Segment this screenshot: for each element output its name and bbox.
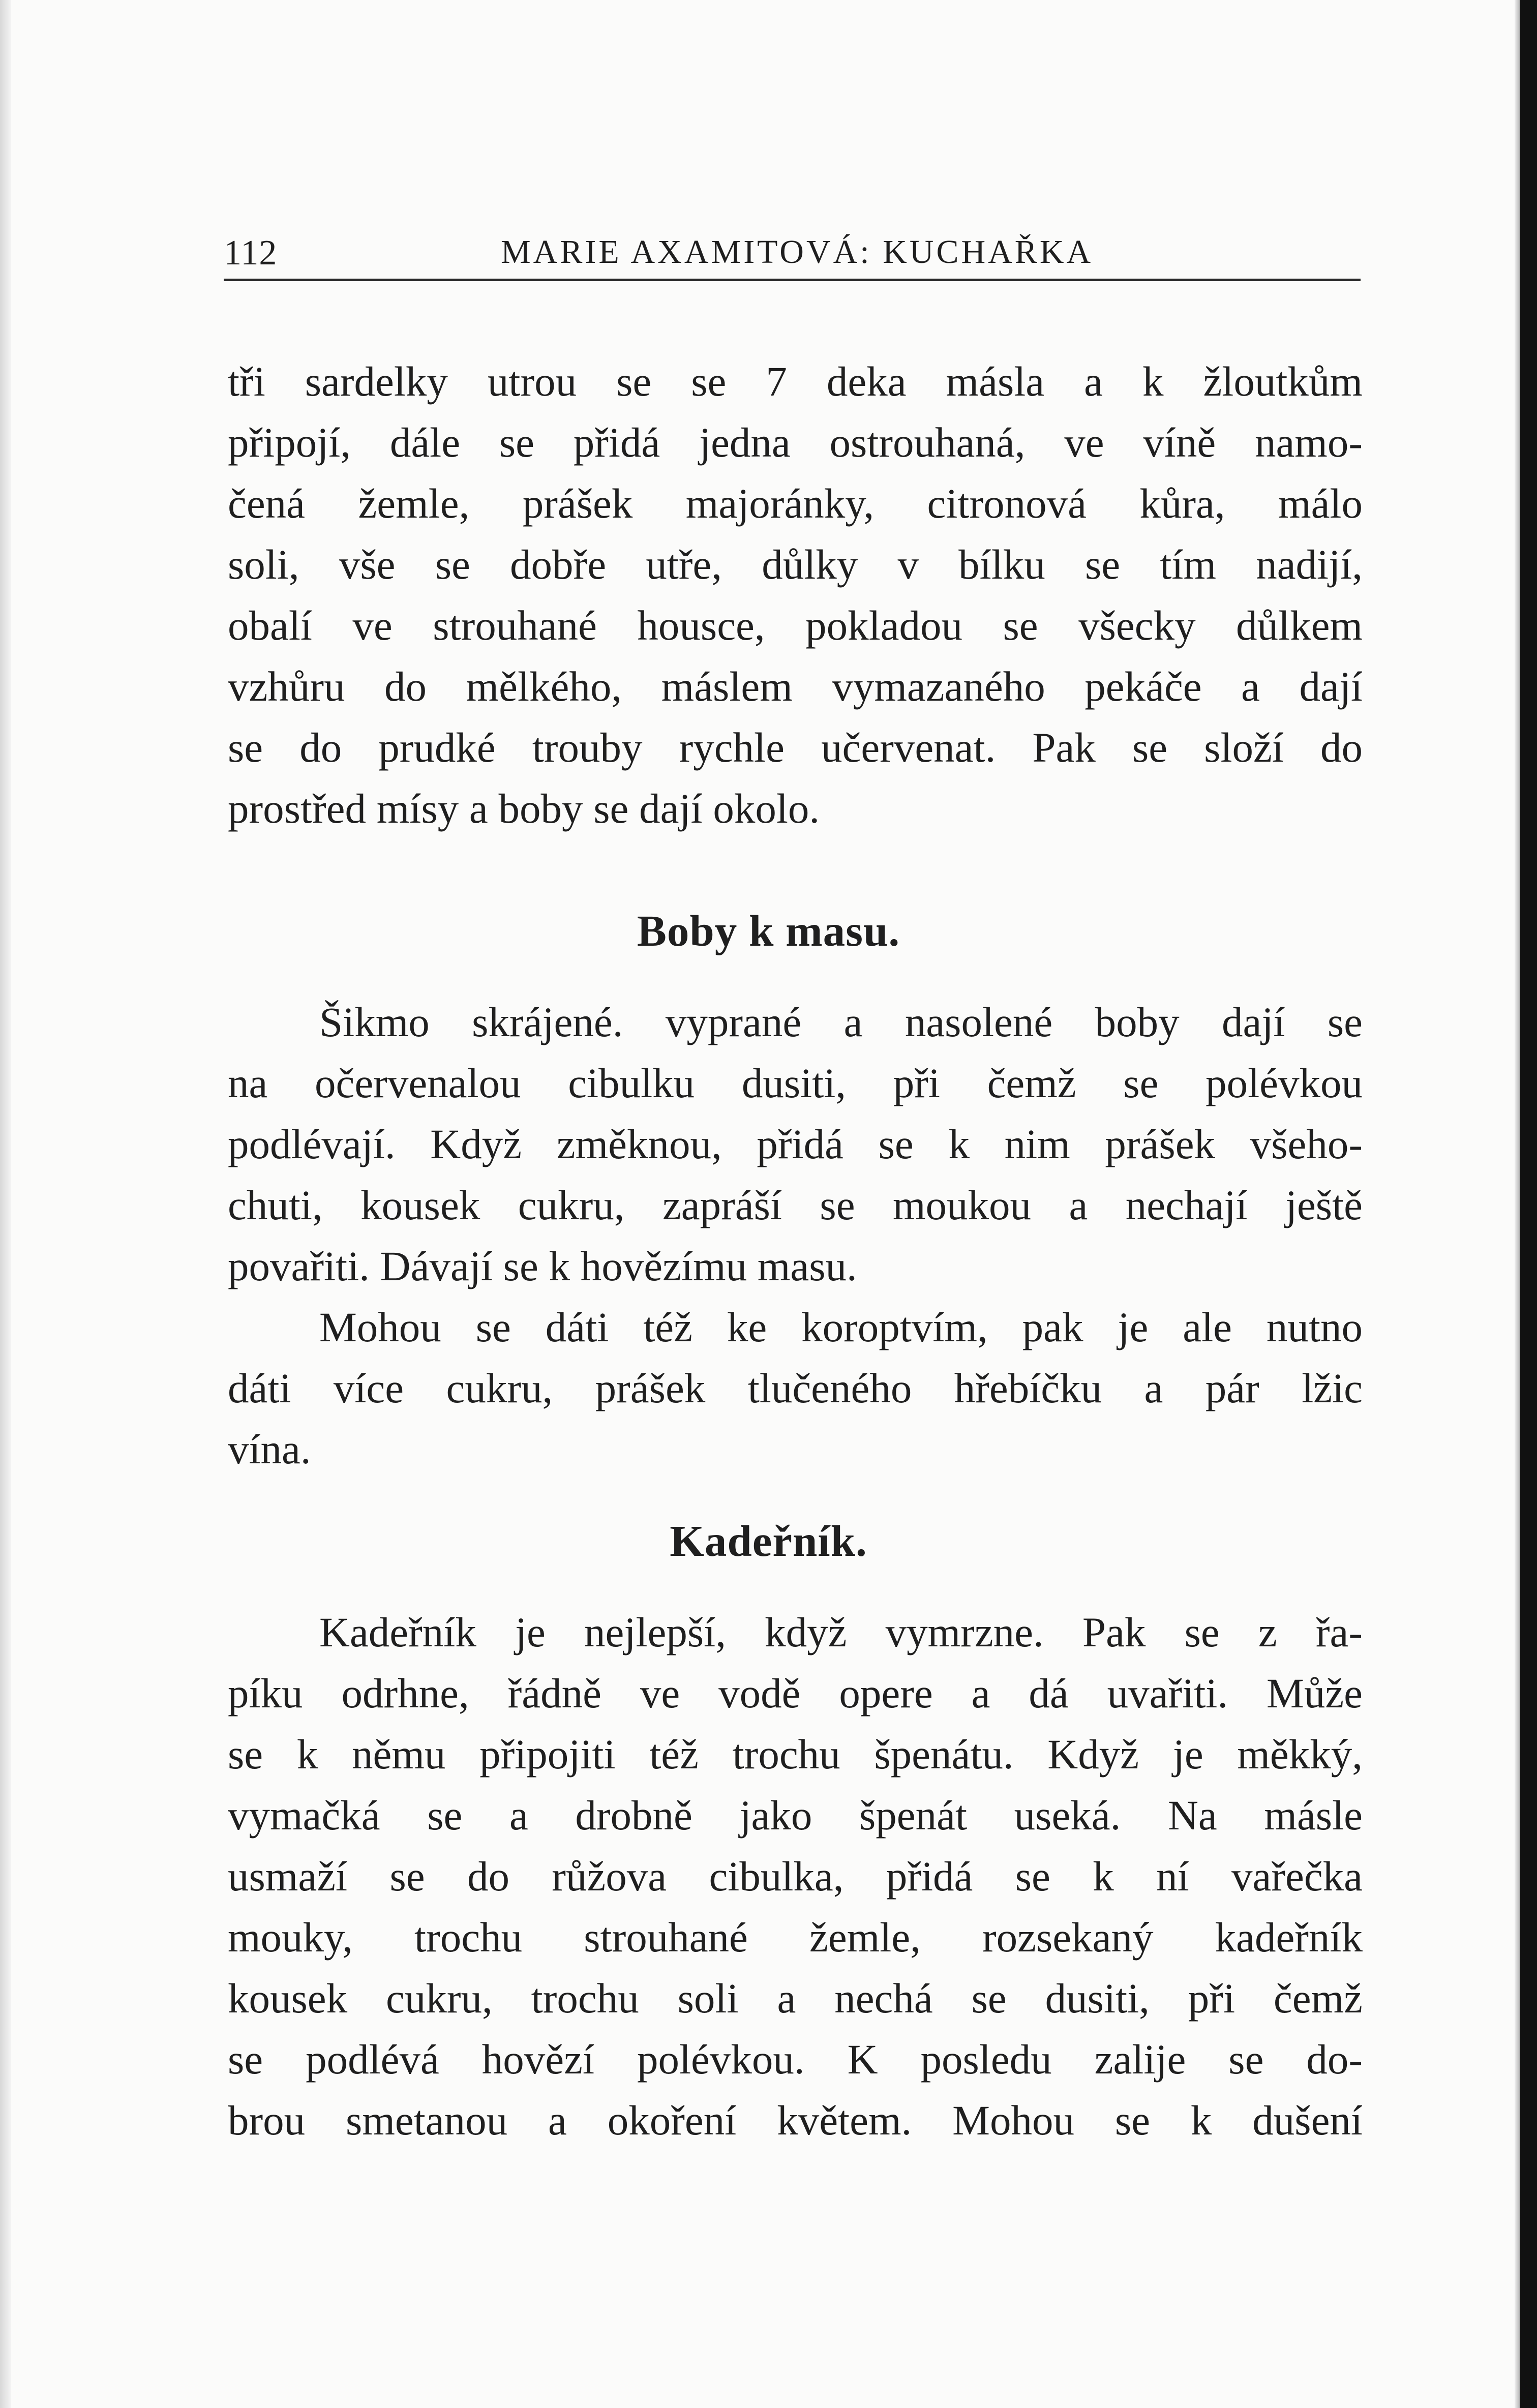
text-line: se k němu připojiti též trochu špenátu. Když je měkký, [228, 1731, 1363, 1778]
text-line: Šikmo skrájené. vyprané a nasolené boby dají se [319, 999, 1363, 1045]
text-line: povařiti. Dávají se k hovězímu masu. [228, 1243, 857, 1289]
text-line: tři sardelky utrou se se 7 deka másla a k žloutkům [228, 358, 1363, 405]
text-line: obalí ve strouhané housce, pokladou se všecky důlkem [228, 602, 1363, 649]
recipe-heading-text: Kadeřník. [670, 1516, 867, 1566]
text-line: Kadeřník je nejlepší, když vymrzne. Pak se z řa- [319, 1609, 1363, 1656]
text-line: podlévají. Když změknou, přidá se k nim prášek všeho- [228, 1121, 1363, 1167]
text-line: vymačká se a drobně jako špenát useká. Na másle [228, 1792, 1363, 1839]
text-line: brou smetanou a okoření květem. Mohou se k dušení [228, 2097, 1363, 2144]
text-line: prostřed mísy a boby se dají okolo. [228, 785, 820, 832]
text-line: soli, vše se dobře utře, důlky v bílku se tím nadijí, [228, 541, 1363, 588]
text-line: píku odrhne, řádně ve vodě opere a dá uvařiti. Může [228, 1670, 1363, 1717]
recipe-heading [0, 905, 1537, 956]
running-title: MARIE AXAMITOVÁ: KUCHAŘKA [501, 233, 1094, 270]
text-line: připojí, dále se přidá jedna ostrouhaná, ve víně namo- [228, 419, 1363, 466]
recipe-heading-text: Boby k masu. [637, 906, 900, 955]
text-line: se do prudké trouby rychle učervenat. Pak se složí do [228, 724, 1363, 771]
text-line: dáti více cukru, prášek tlučeného hřebíčku a pár lžic [228, 1365, 1363, 1411]
text-line: vzhůru do mělkého, máslem vymazaného pekáče a dají [228, 663, 1363, 710]
page-number: 112 [224, 233, 278, 273]
text-line: se podlévá hovězí polévkou. K posledu zalije se do- [228, 2036, 1363, 2083]
recipe-heading [0, 1515, 1537, 1567]
text-line: na očervenalou cibulku dusiti, při čemž se polévkou [228, 1060, 1363, 1106]
page-left-edge [0, 0, 11, 2408]
text-line: čená žemle, prášek majoránky, citronová kůra, málo [228, 480, 1363, 527]
page-right-shadow [1515, 0, 1520, 2408]
continuation-paragraph [228, 351, 1363, 839]
text-line: Mohou se dáti též ke koroptvím, pak je ale nutno [319, 1304, 1363, 1350]
text-line: kousek cukru, trochu soli a nechá se dusiti, při čemž [228, 1975, 1363, 2022]
recipe-paragraph [228, 991, 1363, 1480]
text-line: usmaží se do růžova cibulka, přidá se k ní vařečka [228, 1853, 1363, 1900]
recipe-paragraph [228, 1602, 1363, 2151]
page-right-edge [1520, 0, 1537, 2408]
text-line: vína. [228, 1426, 311, 1472]
running-header [224, 233, 1361, 281]
text-line: chuti, kousek cukru, zapráší se moukou a nechají ještě [228, 1182, 1363, 1228]
text-line: mouky, trochu strouhané žemle, rozsekaný kadeřník [228, 1914, 1363, 1961]
